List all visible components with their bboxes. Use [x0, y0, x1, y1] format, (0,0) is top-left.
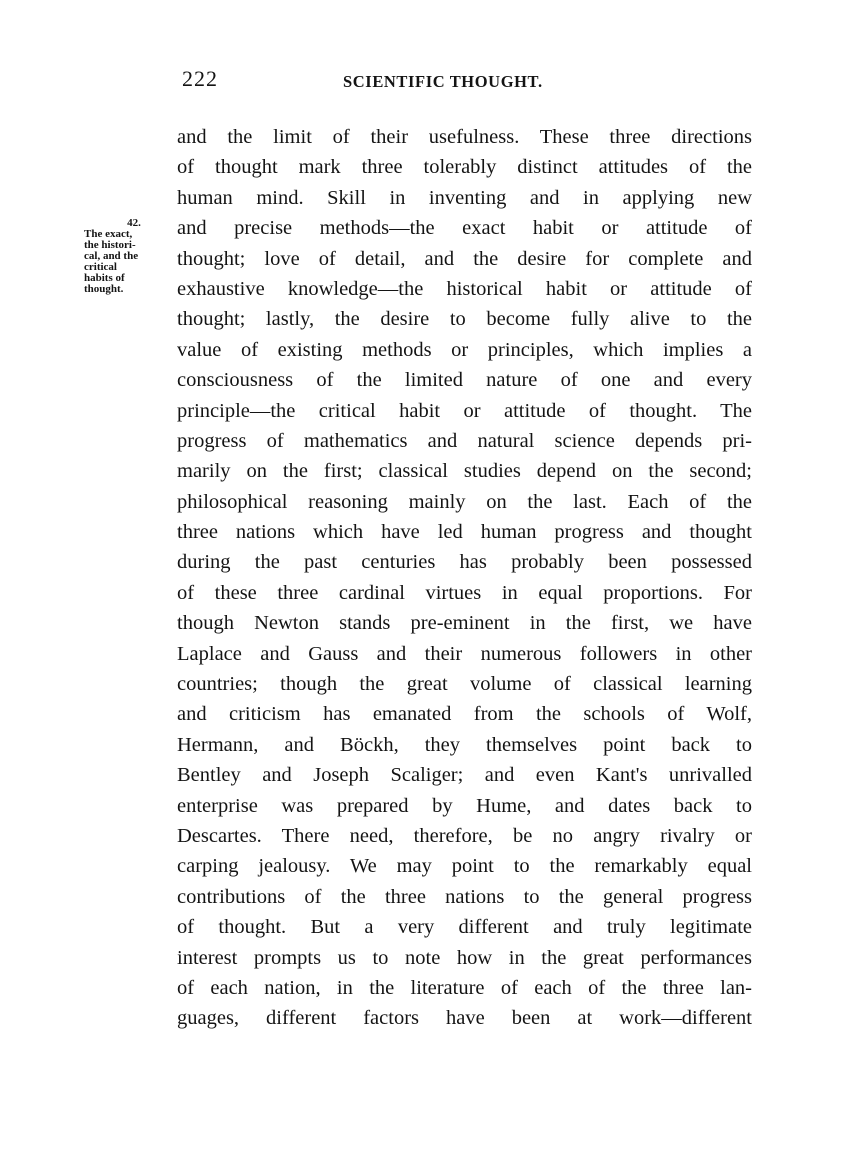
- text-line: of thought. But a very different and truly legitimate: [177, 916, 752, 939]
- text-line: carping jealousy. We may point to the remarkably equal: [177, 855, 752, 878]
- text-line: guages, different factors have been at work—different: [177, 1007, 752, 1030]
- text-line: of each nation, in the literature of each of the three lan-: [177, 976, 752, 999]
- margin-note-line: thought.: [84, 283, 124, 295]
- margin-note-line: cal, and the: [84, 250, 139, 262]
- running-head: SCIENTIFIC THOUGHT.: [343, 72, 543, 91]
- page-number: 222: [182, 66, 218, 91]
- margin-note-line: habits of: [84, 272, 125, 284]
- text-line: and precise methods—the exact habit or attitude of: [177, 217, 752, 240]
- text-line: value of existing methods or principles, which implies a: [177, 338, 752, 361]
- margin-note-line: The exact,: [84, 228, 133, 240]
- margin-note: [84, 218, 176, 295]
- text-line: philosophical reasoning mainly on the last. Each of the: [177, 490, 752, 513]
- text-line: contributions of the three nations to the general progress: [177, 885, 752, 908]
- text-line: Laplace and Gauss and their numerous followers in other: [177, 642, 752, 665]
- text-line: human mind. Skill in inventing and in applying new: [177, 186, 752, 209]
- text-line: Bentley and Joseph Scaliger; and even Kant's unrivalled: [177, 764, 752, 787]
- text-line: thought; love of detail, and the desire for complete and: [177, 247, 752, 270]
- text-line: Hermann, and Böckh, they themselves point back to: [177, 733, 752, 756]
- text-line: three nations which have led human progress and thought: [177, 521, 752, 544]
- text-line: and criticism has emanated from the schools of Wolf,: [177, 703, 752, 726]
- text-line: marily on the first; classical studies depend on the second;: [177, 460, 752, 483]
- text-line: consciousness of the limited nature of one and every: [177, 369, 752, 392]
- text-line: of these three cardinal virtues in equal proportions. For: [177, 581, 752, 604]
- text-line: thought; lastly, the desire to become fully alive to the: [177, 308, 752, 331]
- text-line: countries; though the great volume of classical learning: [177, 673, 752, 696]
- text-line: and the limit of their usefulness. These three directions: [177, 126, 752, 148]
- text-line: interest prompts us to note how in the great performances: [177, 946, 752, 969]
- text-line: progress of mathematics and natural science depends pri-: [177, 429, 752, 452]
- margin-note-line: critical: [84, 261, 117, 273]
- text-line: principle—the critical habit or attitude of thought. The: [177, 399, 752, 422]
- text-line: during the past centuries has probably been possessed: [177, 551, 752, 574]
- text-line: Descartes. There need, therefore, be no angry rivalry or: [177, 824, 752, 847]
- body-text: [177, 122, 752, 1034]
- text-line: exhaustive knowledge—the historical habit or attitude of: [177, 277, 752, 300]
- margin-note-line: the histori-: [84, 239, 136, 251]
- text-line: of thought mark three tolerably distinct attitudes of the: [177, 156, 752, 179]
- margin-note-number: 42.: [127, 217, 141, 229]
- text-line: though Newton stands pre-eminent in the first, we have: [177, 612, 752, 635]
- text-line: enterprise was prepared by Hume, and dates back to: [177, 794, 752, 817]
